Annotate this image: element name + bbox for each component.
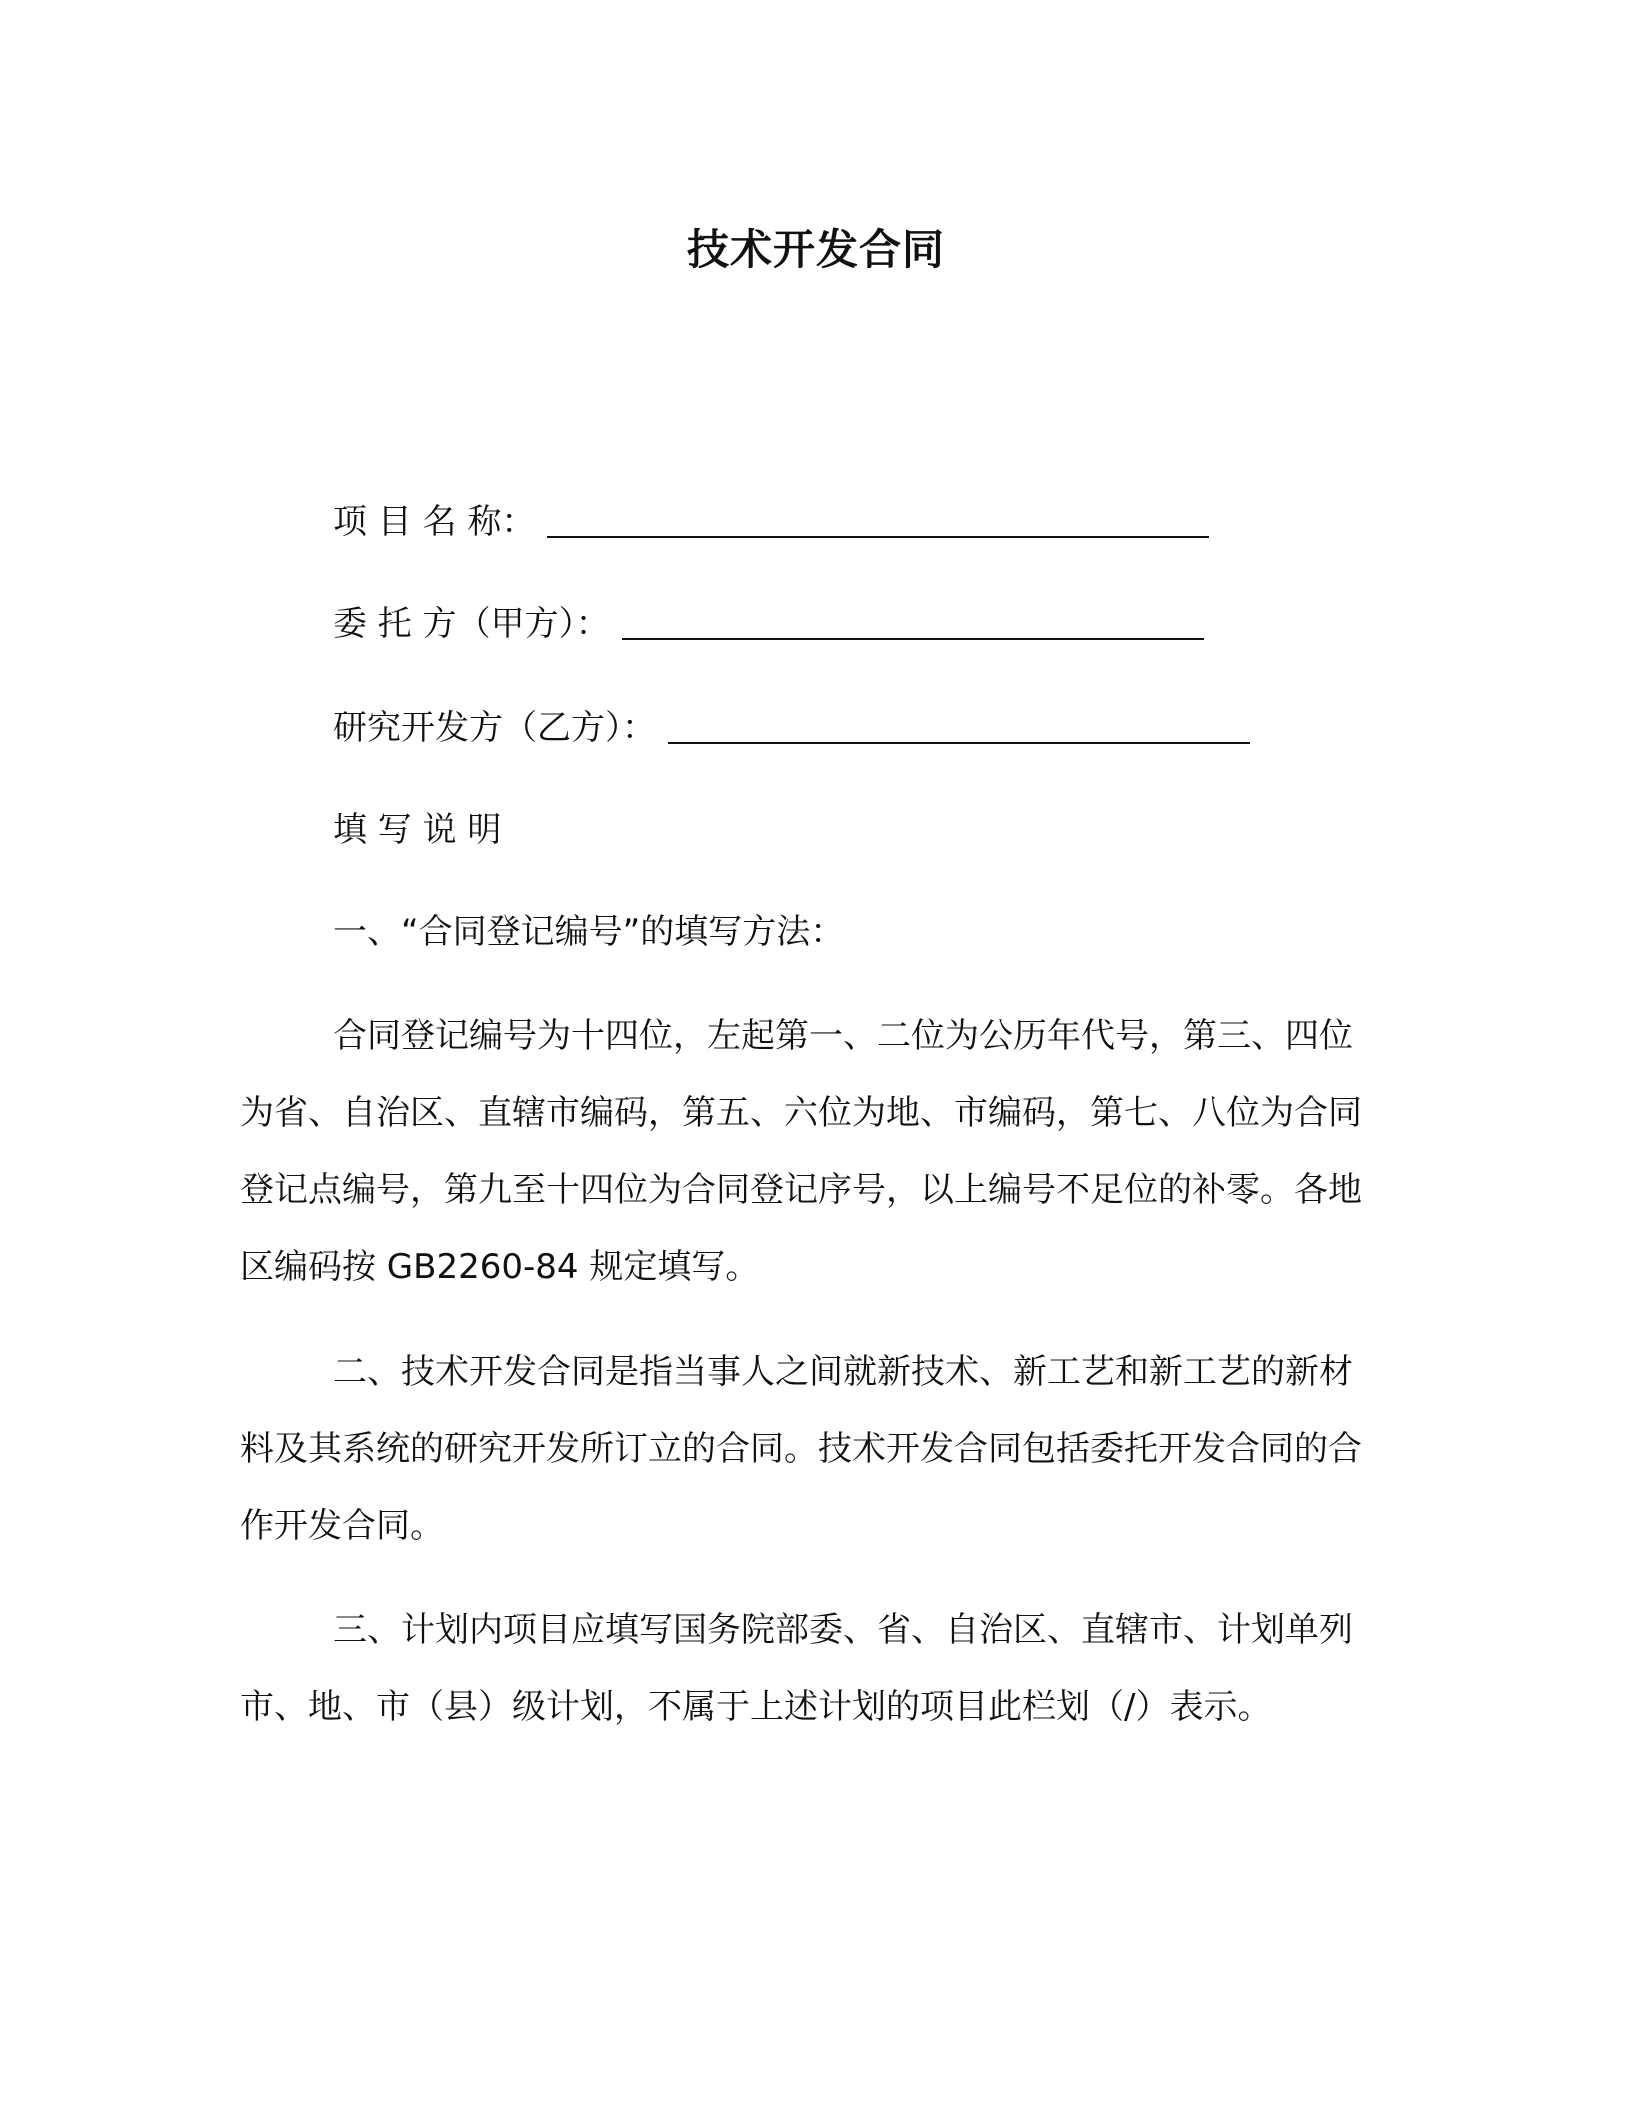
client-blank-line[interactable] (622, 602, 1204, 640)
project-name-label: 项 目 名 称： (333, 502, 536, 542)
project-name-blank-line[interactable] (547, 500, 1209, 538)
developer-label: 研究开发方（乙方）： (333, 708, 656, 748)
developer-blank-line[interactable] (668, 706, 1250, 744)
section2-paragraph (240, 1334, 1380, 1565)
section1-body: 合同登记编号为十四位，左起第一、二位为公历年代号，第三、四位为省、自治区、直辖市编码，第五、六位为地、市编码，第七、八位为合同登记点编号，第九至十四位为合同登记序号，以上编号不足位的补零。各地区编码按 GB2260-84 规定填写。 (240, 1016, 1362, 1287)
client-label: 委 托 方（甲方）： (333, 604, 610, 644)
client-field (333, 600, 1204, 648)
instructions-heading: 填 写 说 明 (333, 810, 502, 850)
document-title: 技术开发合同 (686, 225, 945, 274)
developer-field (333, 704, 1250, 752)
project-name-field (333, 498, 1209, 546)
section3-body: 三、计划内项目应填写国务院部委、省、自治区、直辖市、计划单列市、地、市（县）级计划，不属于上述计划的项目此栏划（/）表示。 (240, 1610, 1353, 1727)
section1-paragraph (240, 998, 1380, 1306)
section1-heading: 一、“合同登记编号”的填写方法： (333, 912, 845, 952)
section3-paragraph (240, 1592, 1380, 1746)
section2-body: 二、技术开发合同是指当事人之间就新技术、新工艺和新工艺的新材料及其系统的研究开发所订立的合同。技术开发合同包括委托开发合同的合作开发合同。 (240, 1352, 1362, 1546)
